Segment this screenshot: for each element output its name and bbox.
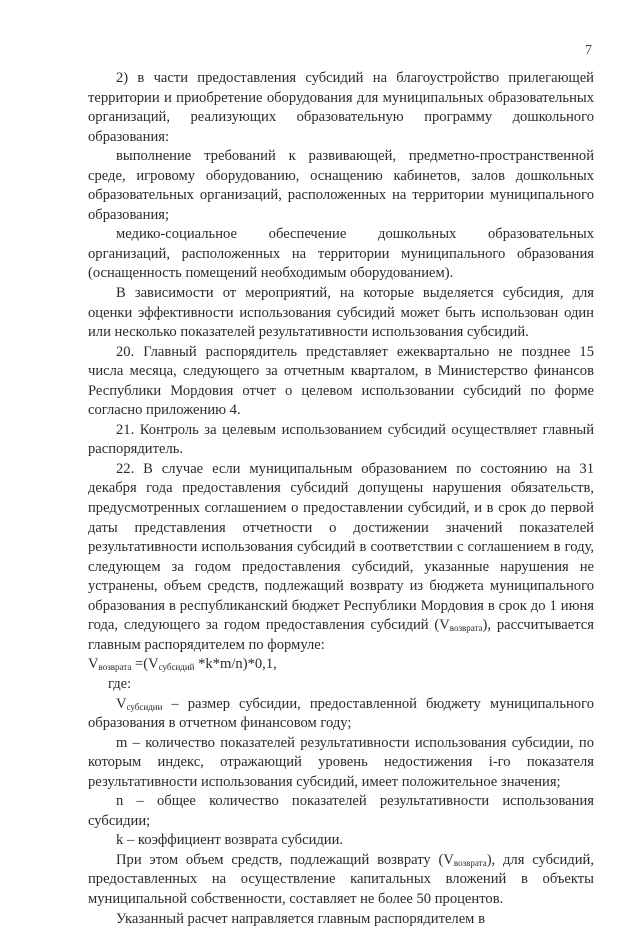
definition-n: n – общее количество показателей результативности использования субсидии; <box>88 793 594 829</box>
page-number: 7 <box>585 43 592 58</box>
formula: $V_{возврата} =(V_{субсидий}$ *k*m/n)*0,1, <box>88 656 277 673</box>
formula-where: где: <box>108 675 132 692</box>
document-body <box>88 69 594 929</box>
paragraph-effectiveness: В зависимости от мероприятий, на которые выделяется субсидия, для оценки эффективности использования субсидий может быть использован один или несколько показателей результативности использования субсидий. <box>88 285 594 341</box>
definition-m: m – количество показателей результативности использования субсидии, по которым индекс, отражающий уровень недостижения i-го показателя результативности использования субсидий, имеет положительное значения; <box>88 734 594 790</box>
paragraph-calculation: Указанный расчет направляется главным распорядителем в <box>116 910 485 927</box>
definition-k: k – коэффициент возврата субсидии. <box>116 832 344 849</box>
paragraph-22: 22. В случае если муниципальным образованием по состоянию на 31 декабря года предоставления субсидий допущены нарушения обязательств, предусмотренных соглашением о предоставлении субсидий, и в срок до первой даты представления отчетности о достижении значений показателей результативности использования субсидий в соответствии с соглашением в году, следующем за годом предоставления субсидий, указанные нарушения не устранены, объем средств, подлежащий возврату из бюджета муниципального образования в республиканский бюджет Республики Мордовия в срок до 1 июня года, следующего за годом предоставления субсидий $(V_{возврата})$, рассчитывается главным распорядителем по формуле: <box>88 460 594 653</box>
paragraph-requirements: выполнение требований к развивающей, предметно-пространственной среде, игровому оборудованию, оснащению кабинетов, залов дошкольных образовательных организаций, расположенных на территории муниципального образования; <box>88 148 594 223</box>
definition-v: $V_{субсидии}$ – размер субсидии, предоставленной бюджету муниципального образования в отчетном финансовом году; <box>88 695 594 732</box>
paragraph-20: 20. Главный распорядитель представляет ежеквартально не позднее 15 числа месяца, следующего за отчетным кварталом, в Министерство финансов Республики Мордовия отчет о целевом использовании субсидий по форме согласно приложению 4. <box>88 343 594 419</box>
paragraph-medical-social: медико-социальное обеспечение дошкольных образовательных организаций, расположенных на территории муниципального образования (оснащенность помещений необходимым оборудованием). <box>88 226 594 282</box>
paragraph-21: 21. Контроль за целевым использованием субсидий осуществляет главный распорядитель. <box>88 421 594 458</box>
paragraph-capital-investments: При этом объем средств, подлежащий возврату $(V_{возврата})$, для субсидий, предоставленных на осуществление капитальных вложений в объекты муниципальной собственности, составляет не более 50 процентов. <box>88 851 594 907</box>
paragraph-subsidy-improvement: 2) в части предоставления субсидий на благоустройство прилегающей территории и приобретение оборудования для муниципальных образовательных организаций, реализующих образовательную программу дошкольного образования: <box>88 70 594 145</box>
